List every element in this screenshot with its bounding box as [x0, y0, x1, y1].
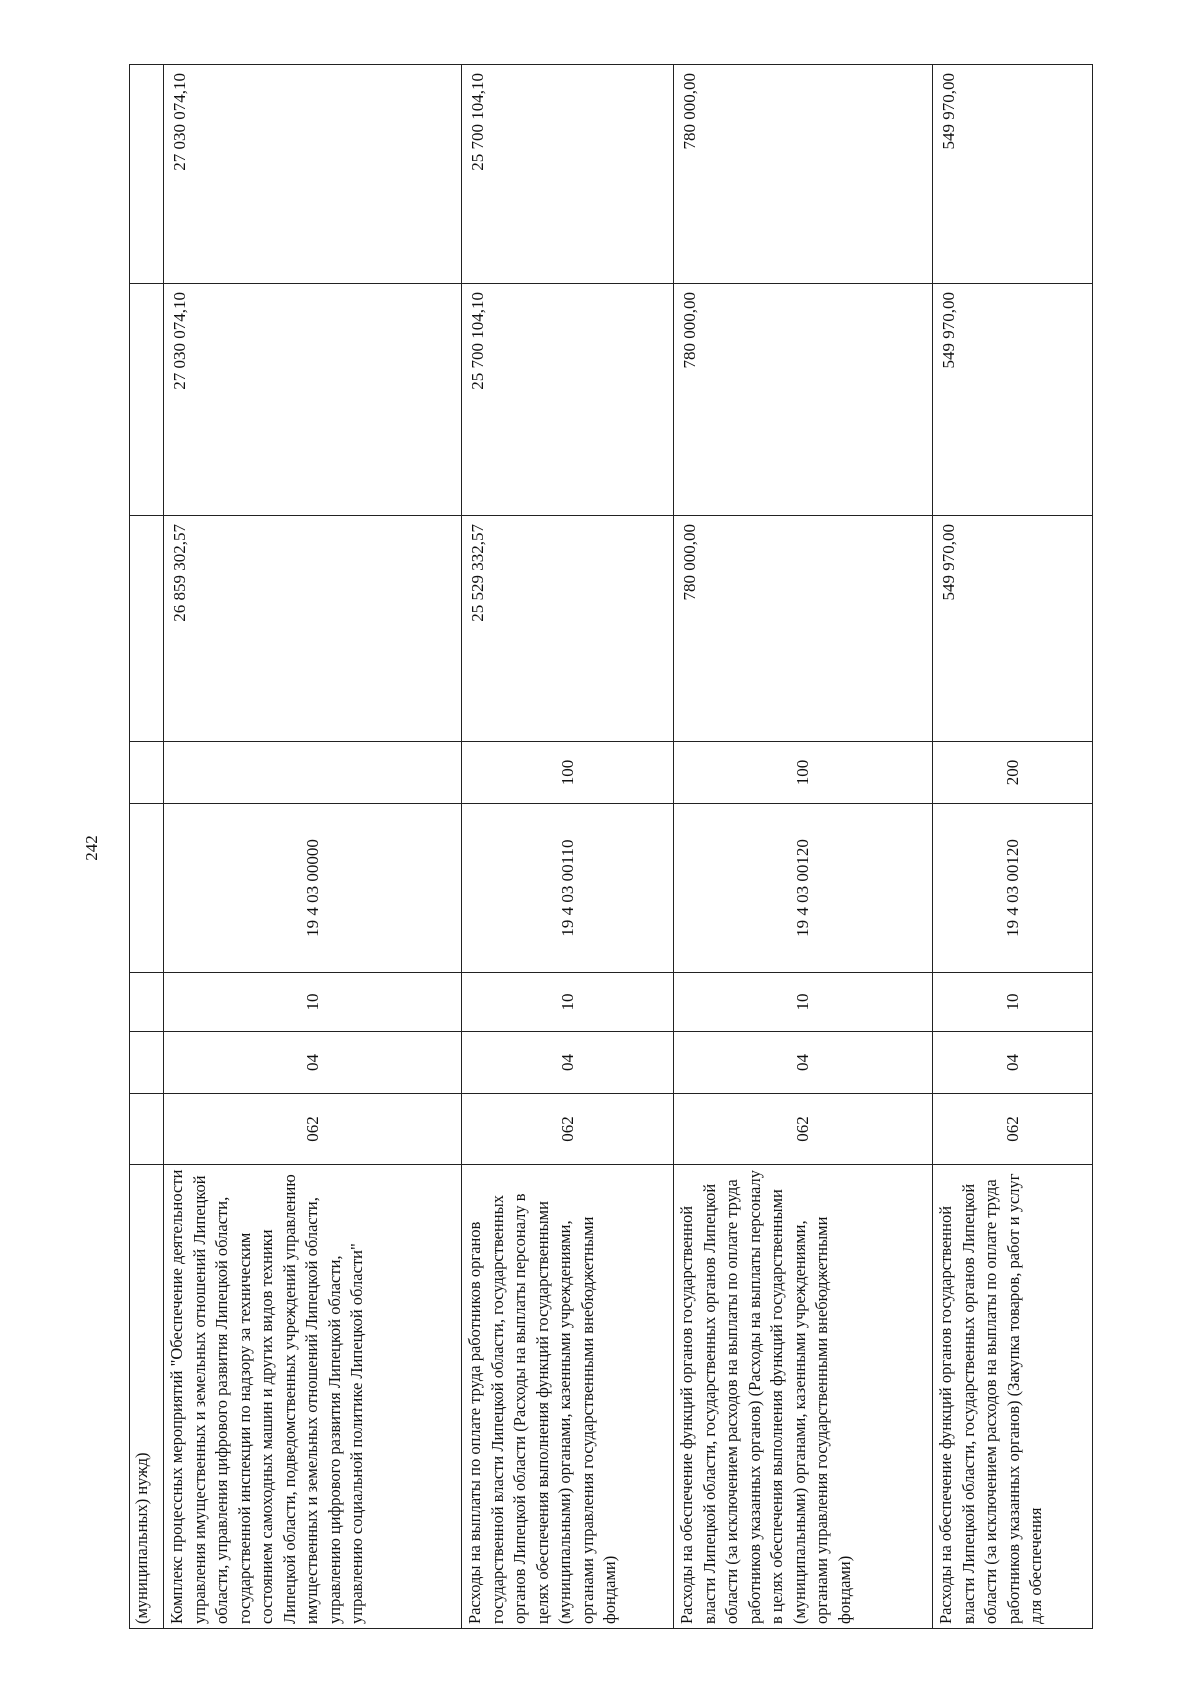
ministry-code-cell: 062: [462, 1094, 674, 1165]
empty-cell: [130, 973, 164, 1032]
amount-cell-3: 780 000,00: [674, 65, 933, 284]
amount-cell-2: 780 000,00: [674, 284, 933, 516]
empty-cell: [130, 516, 164, 742]
budget-table: [129, 64, 1093, 1629]
empty-cell: [130, 284, 164, 516]
target-article-cell: 19 4 03 00120: [933, 804, 1093, 973]
description-cell: Расходы на обеспечение функций органов государственной власти Липецкой области, государственных органов Липецкой области (за исключением расходов на выплаты по оплате труда работников указанных органов) (Закупка товаров, работ и услуг для обеспечения: [933, 1165, 1093, 1629]
section-code-cell: 04: [674, 1032, 933, 1094]
target-article-cell: 19 4 03 00110: [462, 804, 674, 973]
ministry-code-cell: 062: [164, 1094, 462, 1165]
amount-cell-3: 27 030 074,10: [164, 65, 462, 284]
page-number: 242: [82, 835, 101, 861]
empty-cell: [130, 1094, 164, 1165]
table-row: [933, 65, 1093, 1629]
amount-cell-2: 27 030 074,10: [164, 284, 462, 516]
amount-cell-1: 26 859 302,57: [164, 516, 462, 742]
empty-cell: [130, 804, 164, 973]
amount-cell-2: 25 700 104,10: [462, 284, 674, 516]
expense-type-cell: 100: [674, 742, 933, 804]
empty-cell: [130, 1032, 164, 1094]
section-code-cell: 04: [462, 1032, 674, 1094]
description-cell: Комплекс процессных мероприятий "Обеспечение деятельности управления имущественных и земельных отношений Липецкой области, управления цифрового развития Липецкой области, государственной инспекции по надзору за техническим состоянием самоходных машин и других видов техники Липецкой области, подведомственных учреждений управлению имущественных и земельных отношений Липецкой области, управлению цифрового развития Липецкой области, управлению социальной политике Липецкой области": [164, 1165, 462, 1629]
section-code-cell: 04: [933, 1032, 1093, 1094]
table-row: [164, 65, 462, 1629]
amount-cell-1: 780 000,00: [674, 516, 933, 742]
subsection-code-cell: 10: [674, 973, 933, 1032]
amount-cell-3: 549 970,00: [933, 65, 1093, 284]
expense-type-cell: 200: [933, 742, 1093, 804]
section-code-cell: 04: [164, 1032, 462, 1094]
subsection-code-cell: 10: [462, 973, 674, 1032]
expense-type-cell: [164, 742, 462, 804]
rotated-table-frame: [129, 65, 1093, 1629]
target-article-cell: 19 4 03 00000: [164, 804, 462, 973]
description-cell: Расходы на обеспечение функций органов государственной власти Липецкой области, государственных органов Липецкой области (за исключением расходов на выплаты по оплате труда работников указанных органов) (Расходы на выплаты персоналу в целях обеспечения выполнения функций государственными (муниципальными) органами, казенными учреждениями, органами управления государственными внебюджетными фондами): [674, 1165, 933, 1629]
target-article-cell: 19 4 03 00120: [674, 804, 933, 973]
ministry-code-cell: 062: [674, 1094, 933, 1165]
amount-cell-1: 25 529 332,57: [462, 516, 674, 742]
amount-cell-3: 25 700 104,10: [462, 65, 674, 284]
subsection-code-cell: 10: [933, 973, 1093, 1032]
table-row: [674, 65, 933, 1629]
amount-cell-2: 549 970,00: [933, 284, 1093, 516]
table-row: [462, 65, 674, 1629]
amount-cell-1: 549 970,00: [933, 516, 1093, 742]
description-cell: Расходы на выплаты по оплате труда работников органов государственной власти Липецкой области, государственных органов Липецкой области (Расходы на выплаты персоналу в целях обеспечения выполнения функций государственными (муниципальными) органами, казенными учреждениями, органами управления государственными внебюджетными фондами): [462, 1165, 674, 1629]
budget-table-container: [129, 65, 1093, 1629]
subsection-code-cell: 10: [164, 973, 462, 1032]
table-row-continued-header: [130, 65, 164, 1629]
empty-cell: [130, 65, 164, 284]
description-cell: (муниципальных) нужд): [130, 1165, 164, 1629]
empty-cell: [130, 742, 164, 804]
ministry-code-cell: 062: [933, 1094, 1093, 1165]
expense-type-cell: 100: [462, 742, 674, 804]
